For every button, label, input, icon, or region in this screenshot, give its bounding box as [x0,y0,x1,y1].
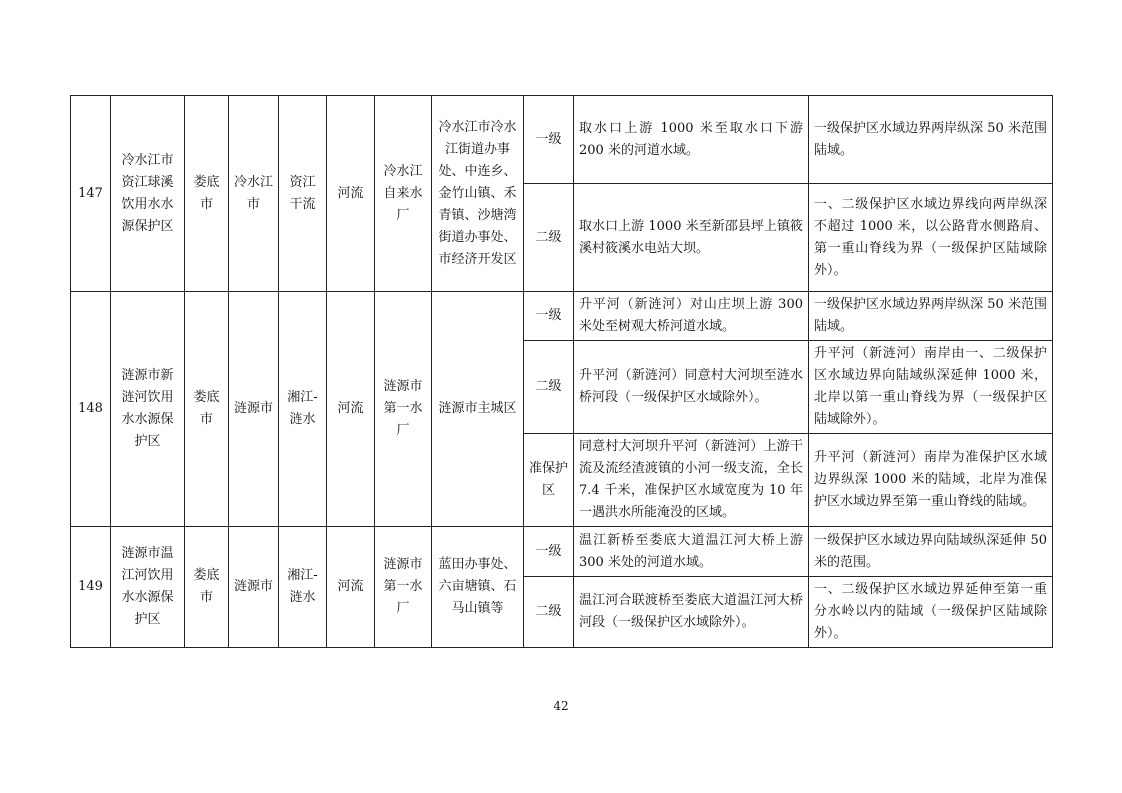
page-number: 42 [553,699,569,713]
water-range-cell: 升平河（新涟河）对山庄坝上游 300 米处至树观大桥河道水域。 [574,292,809,341]
type-cell: 河流 [327,527,375,648]
area-name: 涟源市温江河饮用水水源保护区 [111,527,185,648]
river-cell: 湘江-涟水 [279,527,327,648]
land-range-cell: 升平河（新涟河）南岸由一、二级保护区水域边界向陆域纵深延伸 1000 米，北岸以第一重山脊线为界（一级保护区陆域除外）。 [809,341,1053,434]
land-range-cell: 升平河（新涟河）南岸为准保护区水域边界纵深 1000 米的陆域，北岸为准保护区水域边界至第一重山脊线的陆域。 [809,434,1053,527]
service-area-cell: 冷水江市冷水江街道办事处、中连乡、金竹山镇、禾青镇、沙塘湾街道办事处、市经济开发区 [432,96,524,292]
area-name: 冷水江市资江球溪饮用水水源保护区 [111,96,185,292]
land-range-cell: 一级保护区水域边界两岸纵深 50 米范围陆域。 [809,292,1053,341]
land-range-cell: 一、二级保护区水域边界线向两岸纵深不超过 1000 米，以公路背水侧路肩、第一重山脊线为界（一级保护区陆域除外）。 [809,184,1053,292]
water-range-cell: 取水口上游 1000 米至取水口下游 200 米的河道水域。 [574,96,809,184]
type-cell: 河流 [327,96,375,292]
intake-cell: 冷水江自来水厂 [375,96,432,292]
table-row [71,527,1053,577]
zone-level-cell: 二级 [524,341,574,434]
water-range-cell: 温江新桥至娄底大道温江河大桥上游 300 米处的河道水域。 [574,527,809,577]
water-range-cell: 取水口上游 1000 米至新邵县坪上镇筱溪村筱溪水电站大坝。 [574,184,809,292]
county-cell: 涟源市 [229,292,279,527]
zone-level-cell: 一级 [524,527,574,577]
row-number: 147 [71,96,111,292]
service-area-cell: 蓝田办事处、六亩塘镇、石马山镇等 [432,527,524,648]
river-cell: 资江干流 [279,96,327,292]
area-name: 涟源市新涟河饮用水水源保护区 [111,292,185,527]
row-number: 149 [71,527,111,648]
intake-cell: 涟源市第一水厂 [375,292,432,527]
city-cell: 娄底市 [185,96,229,292]
land-range-cell: 一级保护区水域边界两岸纵深 50 米范围陆域。 [809,96,1053,184]
service-area-cell: 涟源市主城区 [432,292,524,527]
land-range-cell: 一级保护区水域边界向陆域纵深延伸 50 米的范围。 [809,527,1053,577]
intake-cell: 涟源市第一水厂 [375,527,432,648]
type-cell: 河流 [327,292,375,527]
row-number: 148 [71,292,111,527]
water-range-cell: 同意村大河坝升平河（新涟河）上游干流及流经渣渡镇的小河一级支流，全长 7.4 千米，准保护区水域宽度为 10 年一遇洪水所能淹没的区域。 [574,434,809,527]
table-row [71,292,1053,341]
protection-zone-table [70,95,1053,648]
land-range-cell: 一、二级保护区水域边界延伸至第一重分水岭以内的陆域（一级保护区陆域除外）。 [809,577,1053,648]
city-cell: 娄底市 [185,527,229,648]
city-cell: 娄底市 [185,292,229,527]
water-range-cell: 温江河合联渡桥至娄底大道温江河大桥河段（一级保护区水域除外）。 [574,577,809,648]
county-cell: 冷水江市 [229,96,279,292]
zone-level-cell: 二级 [524,577,574,648]
zone-level-cell: 一级 [524,96,574,184]
zone-level-cell: 二级 [524,184,574,292]
zone-level-cell: 准保护区 [524,434,574,527]
river-cell: 湘江-涟水 [279,292,327,527]
table-row [71,96,1053,184]
county-cell: 涟源市 [229,527,279,648]
water-range-cell: 升平河（新涟河）同意村大河坝至涟水桥河段（一级保护区水域除外）。 [574,341,809,434]
zone-level-cell: 一级 [524,292,574,341]
